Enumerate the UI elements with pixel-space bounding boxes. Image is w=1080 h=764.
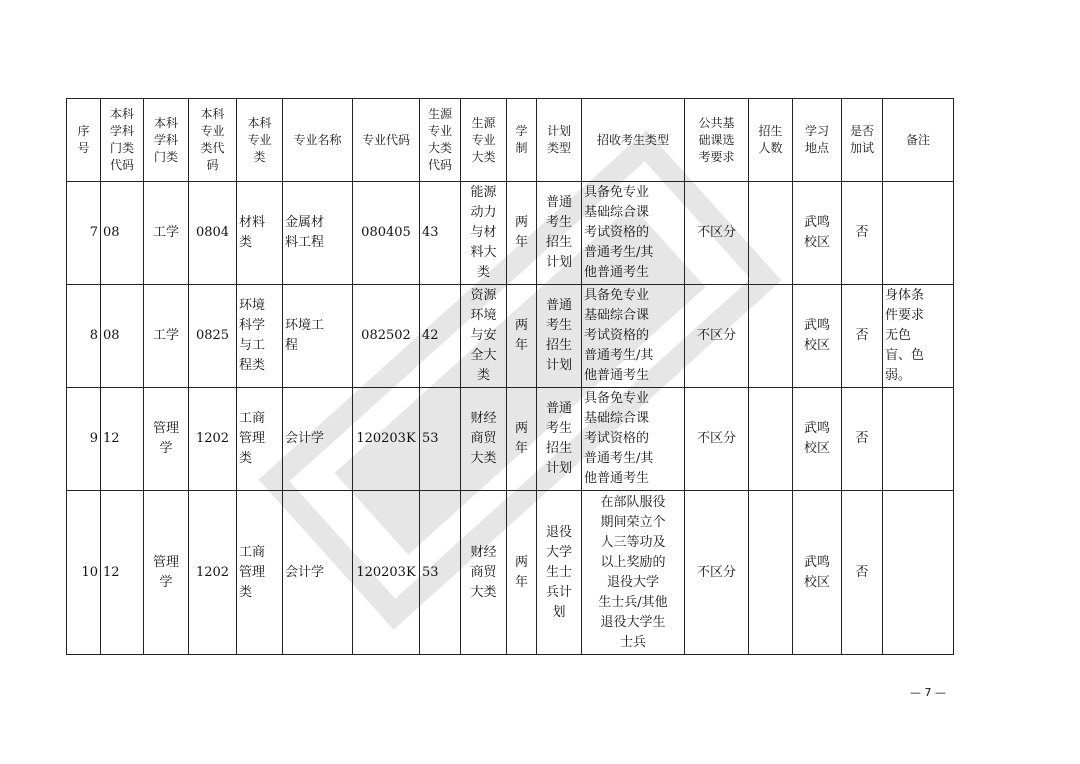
cat-cell: 管理 学 bbox=[144, 491, 189, 655]
src-code-cell: 53 bbox=[420, 388, 461, 491]
plan-cell: 普通 考生 招生 计划 bbox=[537, 388, 582, 491]
header-cell: 备注 bbox=[883, 99, 954, 182]
extra-test-cell: 否 bbox=[842, 182, 883, 285]
location-cell: 武鸣 校区 bbox=[793, 182, 842, 285]
class-code-cell: 1202 bbox=[189, 491, 237, 655]
plan-cell: 普通 考生 招生 计划 bbox=[537, 285, 582, 388]
header-cell: 本科 学科 门类 代码 bbox=[101, 99, 144, 182]
cat-code-cell: 08 bbox=[101, 182, 144, 285]
requirement-cell: 不区分 bbox=[685, 491, 749, 655]
requirement-cell: 不区分 bbox=[685, 285, 749, 388]
class-cell: 材料 类 bbox=[237, 182, 283, 285]
class-cell: 工商 管理 类 bbox=[237, 388, 283, 491]
header-cell: 序 号 bbox=[67, 99, 101, 182]
cat-cell: 工学 bbox=[144, 285, 189, 388]
count-cell bbox=[749, 182, 793, 285]
seq-cell: 8 bbox=[67, 285, 101, 388]
header-cell: 计划 类型 bbox=[537, 99, 582, 182]
src-code-cell: 42 bbox=[420, 285, 461, 388]
location-cell: 武鸣 校区 bbox=[793, 388, 842, 491]
note-cell: 身体条 件要求 无色 盲、色 弱。 bbox=[883, 285, 954, 388]
count-cell bbox=[749, 285, 793, 388]
years-cell: 两 年 bbox=[507, 388, 537, 491]
candidate-cell: 在部队服役 期间荣立个 人三等功及 以上奖励的 退役大学 生士兵/其他 退役大学生 士兵 bbox=[582, 491, 685, 655]
src-cell: 财经 商贸 大类 bbox=[461, 388, 507, 491]
header-cell: 本科 学科 门类 bbox=[144, 99, 189, 182]
major-code-cell: 120203K bbox=[353, 491, 420, 655]
major-cell: 会计学 bbox=[283, 491, 353, 655]
requirement-cell: 不区分 bbox=[685, 182, 749, 285]
header-cell: 学习 地点 bbox=[793, 99, 842, 182]
major-cell: 会计学 bbox=[283, 388, 353, 491]
page-number: — 7 — bbox=[910, 686, 946, 699]
cat-cell: 管理 学 bbox=[144, 388, 189, 491]
candidate-cell: 具备免专业 基础综合课 考试资格的 普通考生/其 他普通考生 bbox=[582, 388, 685, 491]
note-cell bbox=[883, 388, 954, 491]
count-cell bbox=[749, 491, 793, 655]
extra-test-cell: 否 bbox=[842, 388, 883, 491]
years-cell: 两 年 bbox=[507, 182, 537, 285]
requirement-cell: 不区分 bbox=[685, 388, 749, 491]
major-code-cell: 080405 bbox=[353, 182, 420, 285]
plan-cell: 退役 大学 生士 兵计 划 bbox=[537, 491, 582, 655]
cat-cell: 工学 bbox=[144, 182, 189, 285]
header-cell: 本科 专业 类 bbox=[237, 99, 283, 182]
count-cell bbox=[749, 388, 793, 491]
years-cell: 两 年 bbox=[507, 491, 537, 655]
header-cell: 招收考生类型 bbox=[582, 99, 685, 182]
header-cell: 招生 人数 bbox=[749, 99, 793, 182]
admission-plan-table bbox=[66, 98, 954, 655]
class-cell: 环境 科学 与工 程类 bbox=[237, 285, 283, 388]
plan-cell: 普通 考生 招生 计划 bbox=[537, 182, 582, 285]
candidate-cell: 具备免专业 基础综合课 考试资格的 普通考生/其 他普通考生 bbox=[582, 285, 685, 388]
class-code-cell: 1202 bbox=[189, 388, 237, 491]
note-cell bbox=[883, 182, 954, 285]
header-cell: 本科 专业 类代 码 bbox=[189, 99, 237, 182]
header-cell: 专业名称 bbox=[283, 99, 353, 182]
cat-code-cell: 08 bbox=[101, 285, 144, 388]
src-code-cell: 43 bbox=[420, 182, 461, 285]
header-cell: 学 制 bbox=[507, 99, 537, 182]
header-cell: 是否 加试 bbox=[842, 99, 883, 182]
src-cell: 财经 商贸 大类 bbox=[461, 491, 507, 655]
class-cell: 工商 管理 类 bbox=[237, 491, 283, 655]
candidate-cell: 具备免专业 基础综合课 考试资格的 普通考生/其 他普通考生 bbox=[582, 182, 685, 285]
note-cell bbox=[883, 491, 954, 655]
cat-code-cell: 12 bbox=[101, 388, 144, 491]
table-row bbox=[67, 285, 954, 388]
cat-code-cell: 12 bbox=[101, 491, 144, 655]
major-code-cell: 082502 bbox=[353, 285, 420, 388]
extra-test-cell: 否 bbox=[842, 491, 883, 655]
seq-cell: 10 bbox=[67, 491, 101, 655]
major-cell: 金属材 料工程 bbox=[283, 182, 353, 285]
major-cell: 环境工 程 bbox=[283, 285, 353, 388]
location-cell: 武鸣 校区 bbox=[793, 285, 842, 388]
header-cell: 生源 专业 大类 bbox=[461, 99, 507, 182]
extra-test-cell: 否 bbox=[842, 285, 883, 388]
class-code-cell: 0825 bbox=[189, 285, 237, 388]
class-code-cell: 0804 bbox=[189, 182, 237, 285]
table-row bbox=[67, 491, 954, 655]
header-row bbox=[67, 99, 954, 182]
years-cell: 两 年 bbox=[507, 285, 537, 388]
seq-cell: 9 bbox=[67, 388, 101, 491]
major-code-cell: 120203K bbox=[353, 388, 420, 491]
header-cell: 生源 专业 大类 代码 bbox=[420, 99, 461, 182]
src-cell: 资源 环境 与安 全大 类 bbox=[461, 285, 507, 388]
seq-cell: 7 bbox=[67, 182, 101, 285]
location-cell: 武鸣 校区 bbox=[793, 491, 842, 655]
src-code-cell: 53 bbox=[420, 491, 461, 655]
header-cell: 专业代码 bbox=[353, 99, 420, 182]
table-row bbox=[67, 182, 954, 285]
header-cell: 公共基 础课选 考要求 bbox=[685, 99, 749, 182]
table-row bbox=[67, 388, 954, 491]
src-cell: 能源 动力 与材 料大 类 bbox=[461, 182, 507, 285]
